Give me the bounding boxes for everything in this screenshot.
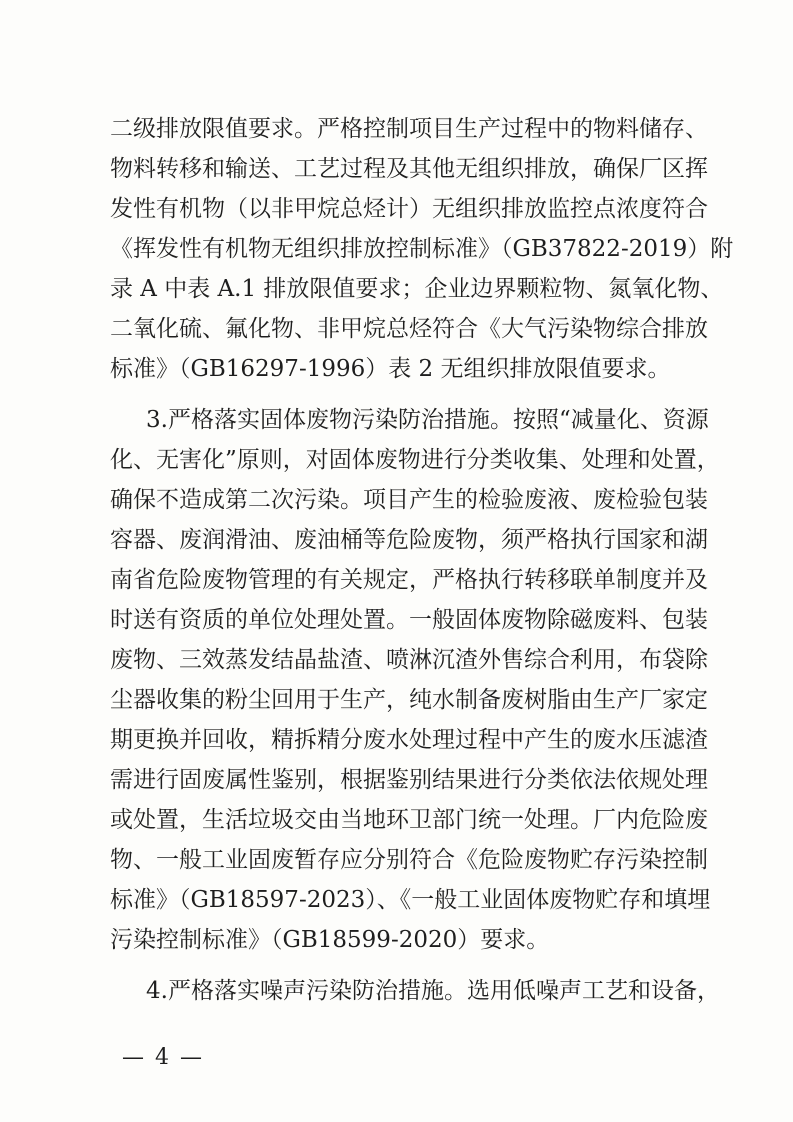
text-line: 《挥发性有机物无组织排放控制标准》（GB37822-2019）附 bbox=[110, 236, 734, 262]
text-line: 标准》（GB18597-2023）、《一般工业固体废物贮存和填埋 bbox=[110, 887, 711, 913]
text-line: 南省危险废物管理的有关规定，严格执行转移联单制度并及 bbox=[110, 567, 708, 593]
text-line: 时送有资质的单位处理处置。一般固体废物除磁废料、包装 bbox=[110, 607, 708, 633]
text-line: 确保不造成第二次污染。项目产生的检验废液、废检验包装 bbox=[110, 487, 708, 513]
text-line: 标准》（GB16297-1996）表 2 无组织排放限值要求。 bbox=[110, 356, 671, 382]
page-number: — 4 — bbox=[122, 1045, 204, 1070]
text-line: 期更换并回收，精拆精分废水处理过程中产生的废水压滤渣 bbox=[110, 727, 708, 753]
text-line: 发性有机物（以非甲烷总烃计）无组织排放监控点浓度符合 bbox=[110, 196, 708, 222]
paragraph-heading-line: 3.严格落实固体废物污染防治措施。按照“减量化、资源 bbox=[146, 407, 709, 433]
text-line: 化、无害化”原则，对固体废物进行分类收集、处理和处置， bbox=[110, 447, 720, 473]
text-line: 或处置，生活垃圾交由当地环卫部门统一处理。厂内危险废 bbox=[110, 807, 708, 833]
text-line: 二级排放限值要求。严格控制项目生产过程中的物料储存、 bbox=[110, 116, 708, 142]
text-line: 物料转移和输送、工艺过程及其他无组织排放，确保厂区挥 bbox=[110, 156, 708, 182]
text-line: 二氧化硫、氟化物、非甲烷总烃符合《大气污染物综合排放 bbox=[110, 316, 708, 342]
text-line: 废物、三效蒸发结晶盐渣、喷淋沉渣外售综合利用，布袋除 bbox=[110, 647, 708, 673]
text-line: 尘器收集的粉尘回用于生产，纯水制备废树脂由生产厂家定 bbox=[110, 687, 708, 713]
text-line: 录 A 中表 A.1 排放限值要求；企业边界颗粒物、氮氧化物、 bbox=[110, 276, 724, 302]
text-line: 污染控制标准》（GB18599-2020）要求。 bbox=[110, 927, 550, 953]
text-line: 需进行固废属性鉴别，根据鉴别结果进行分类依法依规处理 bbox=[110, 767, 708, 793]
text-line: 容器、废润滑油、废油桶等危险废物，须严格执行国家和湖 bbox=[110, 527, 708, 553]
text-line: 物、一般工业固废暂存应分别符合《危险废物贮存污染控制 bbox=[110, 847, 708, 873]
paragraph-heading-line: 4.严格落实噪声污染防治措施。选用低噪声工艺和设备， bbox=[146, 978, 720, 1004]
